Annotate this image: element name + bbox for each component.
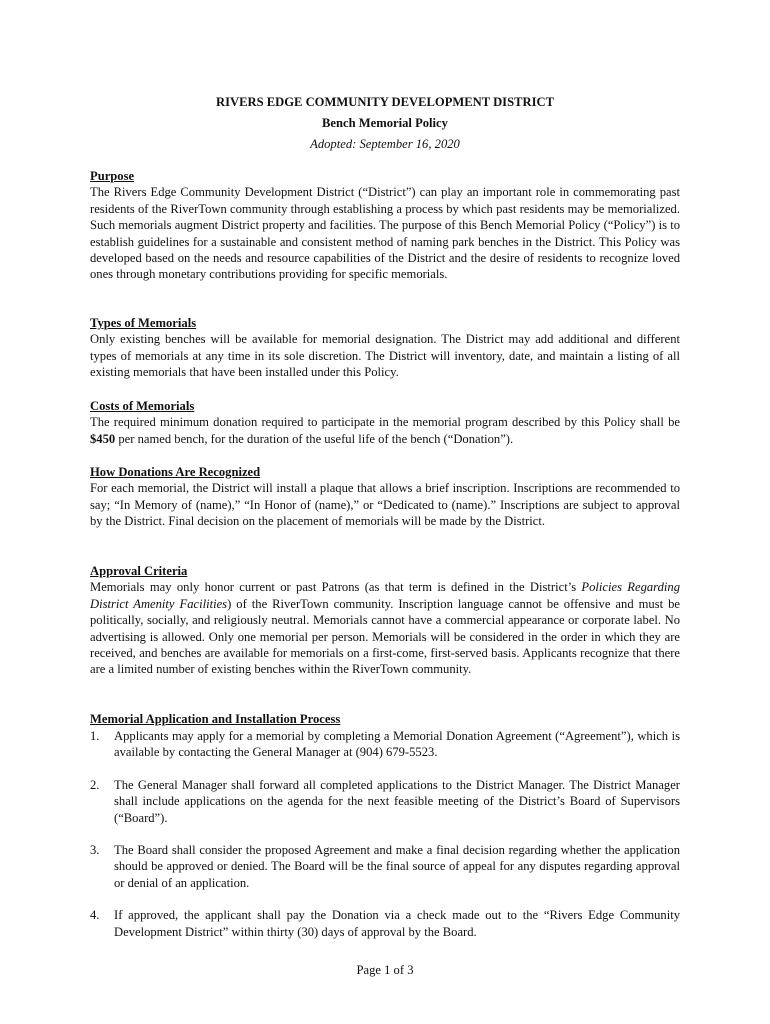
list-item — [90, 842, 680, 891]
section-text: The Rivers Edge Community Development District (“District”) can play an important role in commemorating past residents of the RiverTown community through establishing a process by which past residents may be memorialized. Such memorials augment District property and facilities. The purpose of this Bench Memorial Policy (“Policy”) is to establish guidelines for a sustainable and consistent method of naming park benches in the District. This Policy was developed based on the needs and resource capabilities of the District and the desire of residents to recognize loved ones through monetary contributions providing for specific memorials. — [90, 185, 680, 282]
donation-amount: $450 — [90, 431, 116, 446]
section-heading: How Donations Are Recognized — [90, 465, 261, 479]
section-types — [90, 315, 680, 381]
page-number: Page 1 of 3 — [356, 963, 414, 977]
section-heading: Memorial Application and Installation Process — [90, 712, 341, 726]
section-heading: Approval Criteria — [90, 564, 188, 578]
section-text: For each memorial, the District will install a plaque that allows a brief inscription. Inscriptions are recommended to say; “In Memory of (name),” “In Honor of (name),” or “Dedicated to (name).” Inscriptions are subject to approval by the District. Final decision on the placement of memorials will be made by the District. — [90, 481, 680, 529]
section-costs — [90, 398, 680, 447]
section-text: Only existing benches will be available for memorial designation. The District may add additional and different types of memorials at any time in its sole discretion. The District will inventory, date, and maintain a listing of all existing memorials that have been installed under this Policy. — [90, 332, 680, 380]
criteria-text-after: ) of the RiverTown community. Inscription language cannot be offensive and must be politically, socially, and religiously neutral. Memorials cannot have a commercial appearance or corporate label. No advertising is allowed. Only one memorial per person. Memorials will be considered in the order in which they are received, and benches are available for memorials on a first-come, first-served basis. Applicants recognize that there are a limited number of existing benches within the RiverTown community. — [90, 596, 680, 677]
list-item — [90, 777, 680, 826]
section-text — [90, 414, 680, 447]
step-number: 4. — [90, 908, 100, 923]
document-subtitle: Bench Memorial Policy — [322, 116, 448, 130]
section-text — [90, 579, 680, 677]
step-number: 1. — [90, 729, 100, 743]
section-process-heading — [90, 711, 680, 727]
section-criteria — [90, 563, 680, 678]
costs-text-before: The required minimum donation required to participate in the memorial program described by this Policy shall be — [90, 415, 680, 430]
list-item — [90, 728, 680, 761]
step-text: The Board shall consider the proposed Agreement and make a final decision regarding whether the application should be approved or denied. The Board will be the final source of appeal for any disputes regarding approval or denial of an application. — [114, 843, 680, 890]
section-heading: Costs of Memorials — [90, 399, 195, 413]
costs-text-after: per named bench, for the duration of the useful life of the bench (“Donation”). — [115, 431, 514, 446]
section-donations — [90, 464, 680, 530]
list-item — [90, 907, 680, 940]
step-number: 3. — [90, 843, 100, 858]
adopted-date: Adopted: September 16, 2020 — [310, 137, 460, 151]
document-title: RIVERS EDGE COMMUNITY DEVELOPMENT DISTRICT — [216, 95, 554, 109]
step-text: Applicants may apply for a memorial by completing a Memorial Donation Agreement (“Agreement”), which is available by contacting the General Manager at (904) 679-5523. — [114, 729, 680, 760]
section-purpose — [90, 168, 680, 283]
process-steps-list — [90, 728, 680, 956]
step-number: 2. — [90, 777, 100, 792]
step-text: If approved, the applicant shall pay the Donation via a check made out to the “Rivers Edge Community Development District” within thirty (30) days of approval by the Board. — [114, 908, 680, 939]
step-text: The General Manager shall forward all completed applications to the District Manager. The District Manager shall include applications on the agenda for the next feasible meeting of the District’s Board of Supervisors (“Board”). — [114, 777, 680, 825]
section-heading: Types of Memorials — [90, 316, 197, 330]
criteria-text-before: Memorials may only honor current or past Patrons (as that term is defined in the District’s — [90, 580, 582, 595]
policy-title-italic: Policies Regarding District Amenity Facilities — [90, 580, 681, 611]
section-heading: Purpose — [90, 169, 135, 183]
